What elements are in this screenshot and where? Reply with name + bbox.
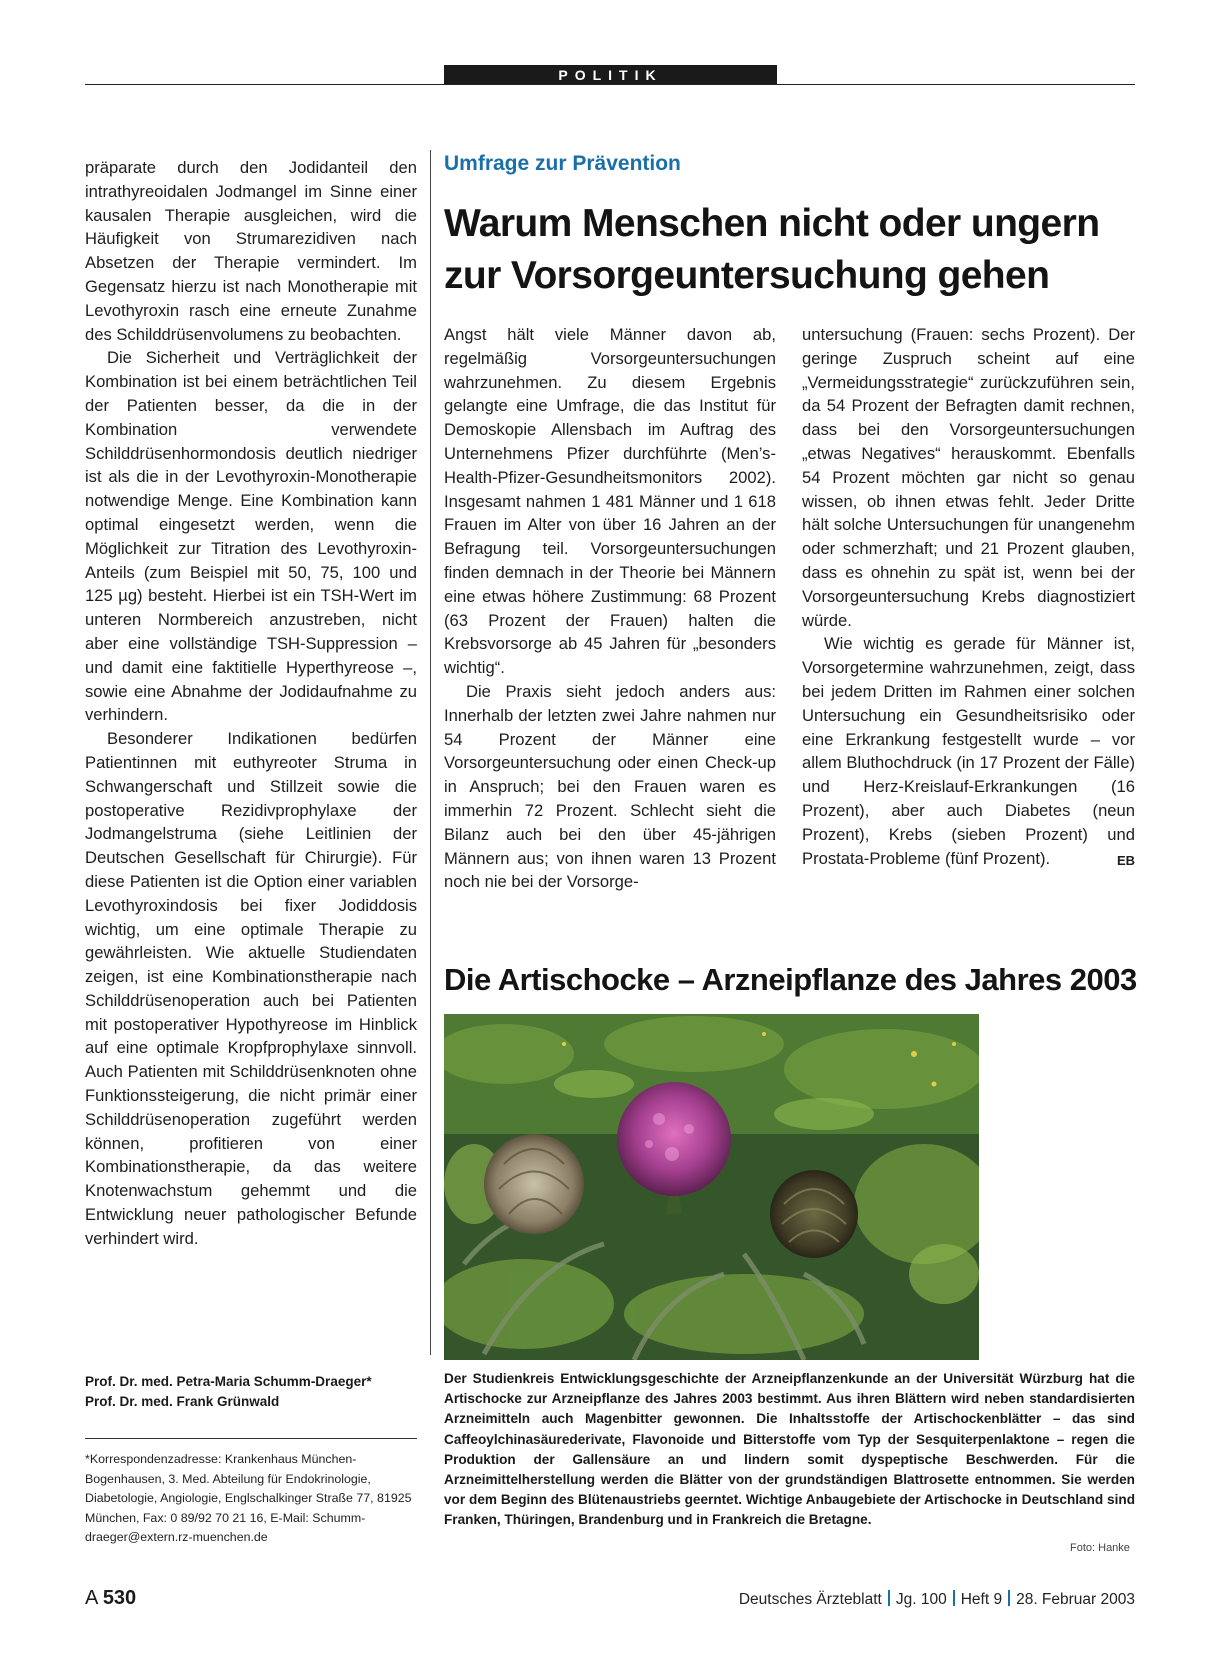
page-number-value: 530 bbox=[102, 1587, 137, 1609]
section-label: POLITIK bbox=[444, 65, 777, 85]
column-divider bbox=[430, 150, 431, 1355]
journal-date: 28. Februar 2003 bbox=[1016, 1591, 1135, 1608]
article2-headline: Die Artischocke – Arzneipflanze des Jahres 2003 bbox=[444, 962, 1137, 997]
article-paragraph: Angst hält viele Männer davon ab, regelmäßig Vorsorgeuntersuchungen wahrzunehmen. Zu diesem Ergebnis gelangte eine Umfrage, die das Institut für Demoskopie Allensbach im Auftrag des Unternehmens Pfizer durchführte (Men’s-Health-Pfizer-Gesundheitsmonitors 2002). Insgesamt nahmen 1 481 Männer und 1 618 Frauen im Alter von über 16 Jahren an der Befragung teil. Vorsorgeuntersuchungen finden demnach in der Theorie bei Männern eine etwas höhere Zustimmung: 68 Prozent (63 Prozent der Frauen) halten die Krebsvorsorge ab 45 Jahren für „besonders wichtig“. bbox=[444, 325, 776, 678]
header-rule bbox=[85, 84, 1135, 85]
article-column-2 bbox=[802, 323, 1135, 872]
author-name: Prof. Dr. med. Frank Grünwald bbox=[85, 1394, 280, 1409]
page-prefix: A bbox=[85, 1587, 98, 1609]
photo-caption: Der Studienkreis Entwicklungsgeschichte der Arzneipflanzenkunde an der Universität Würzburg hat die Artischocke zur Arzneipflanze des Jahres 2003 bestimmt. Aus ihren Blättern wird neben standardisierten Arzneimitteln auch Magenbitter gewonnen. Die Inhaltsstoffe der Artischockenblätter – das sind Caffeoylchinasäurederivate, Flavonoide und Bitterstoffe vom Typ der Sesquiterpenlaktone – regen die Produktion der Gallensäure an und lindern somit dyspeptische Beschwerden. Für die Arzneimittelherstellung werden die Blätter von der grundständigen Blattrosette entnommen. Sie werden vor dem Beginn des Blütenaustriebs geerntet. Wichtige Anbaugebiete der Artischocke in Deutschland sind Franken, Thüringen, Brandenburg und in Frankreich die Bretagne. bbox=[444, 1371, 1135, 1528]
footnote-rule bbox=[85, 1438, 417, 1439]
article-column-1 bbox=[444, 323, 776, 894]
article-paragraph: Die Praxis sieht jedoch anders aus: Innerhalb der letzten zwei Jahre nahmen nur 54 Prozent der Männer eine Vorsorgeuntersuchung oder einen Check-up in Anspruch; bei den Frauen waren es immerhin 72 Prozent. Schlecht sieht die Bilanz auch bei den über 45-jährigen Männern aus; von ihnen waren 13 Prozent noch nie bei der Vorsorge- bbox=[444, 681, 776, 892]
left-column bbox=[85, 156, 417, 1251]
author-signature: EB bbox=[1116, 852, 1135, 868]
author-block bbox=[85, 1372, 425, 1412]
journal-issue: Heft 9 bbox=[960, 1591, 1003, 1608]
footer-separator bbox=[953, 1590, 955, 1606]
correspondence-footnote: *Korrespondenzadresse: Krankenhaus München-Bogenhausen, 3. Med. Abteilung für Endokrinologie, Diabetologie, Angiologie, Englschalkinger Straße 77, 81925 München, Fax: 0 89/92 70 21 16, E-Mail: Schumm-draeger@extern.rz-muenchen.de bbox=[85, 1452, 412, 1544]
author-name: Prof. Dr. med. Petra-Maria Schumm-Draeger* bbox=[85, 1374, 372, 1389]
left-paragraph: Besonderer Indikationen bedürfen Patientinnen mit euthyreoter Struma in Schwangerschaft und Stillzeit sowie die postoperative Rezidivprophylaxe der Jodmangelstruma (siehe Leitlinien der Deutschen Gesellschaft für Chirurgie). Für diese Patienten ist die Option einer variablen Levothyroxindosis bei fixer Jodiddosis wichtig, um eine optimale Therapie zu gewährleisten. Wie aktuelle Studiendaten zeigen, ist eine Kombinationstherapie nach Schilddrüsenoperation auch bei Patienten mit postoperativer Hypothyreose im Hinblick auf eine optimale Kropfprophylaxe sinnvoll. Auch Patienten mit Schilddrüsenknoten ohne Funktionssteigerung, die nicht primär einer Schilddrüsenoperation zugeführt werden können, profitieren von einer Kombinationstherapie, da das weitere Knotenwachstum gehemmt und die Entwicklung neuer pathologischer Befunde verhindert wird. bbox=[85, 729, 417, 1248]
page-number bbox=[85, 1587, 136, 1610]
journal-footer bbox=[739, 1590, 1135, 1609]
left-paragraph: Die Sicherheit und Verträglichkeit der Kombination ist bei einem beträchtlichen Teil der Patienten besser, da die in der Kombination verwendete Schilddrüsenhormondosis deutlich niedriger ist als die in der Levothyroxin-Monotherapie notwendige Menge. Eine Kombination kann optimal eingesetzt werden, wenn die Möglichkeit zur Titration des Levothyroxin-Anteils (zum Beispiel mit 50, 75, 100 und 125 µg) besteht. Hierbei ist ein TSH-Wert im unteren Normbereich anzustreben, nicht aber eine vollständige TSH-Suppression – und damit eine faktitielle Hyperthyreose –, sowie eine Abnahme der Jodidaufnahme zu verhindern. bbox=[85, 348, 417, 725]
article-paragraph bbox=[802, 632, 1135, 870]
footer-separator bbox=[1008, 1590, 1010, 1606]
article-paragraph-text: Wie wichtig es gerade für Männer ist, Vorsorgetermine wahrzunehmen, zeigt, dass bei jedem Dritten im Rahmen einer solchen Untersuchung ein Gesundheitsrisiko oder eine Erkrankung festgestellt wurde – vor allem Bluthochdruck (in 17 Prozent der Fälle) und Herz-Kreislauf-Erkrankungen (16 Prozent), aber auch Diabetes (neun Prozent), Krebs (sieben Prozent) und Prostata-Probleme (fünf Prozent). bbox=[802, 634, 1135, 868]
journal-name: Deutsches Ärzteblatt bbox=[738, 1591, 882, 1608]
left-paragraph: präparate durch den Jodidanteil den intrathyreoidalen Jodmangel im Sinne einer kausalen Therapie ausgleichen, wird die Häufigkeit von Strumarezidiven nach Absetzen der Therapie vermindert. Im Gegensatz hierzu ist nach Monotherapie mit Levothyroxin rasch eine erneute Zunahme des Schilddrüsenvolumens zu beobachten. bbox=[85, 158, 417, 344]
article-paragraph: untersuchung (Frauen: sechs Prozent). Der geringe Zuspruch scheint auf eine „Vermeidungsstrategie“ zurückzuführen sein, da 54 Prozent der Befragten damit rechnen, dass bei den Vorsorgeuntersuchungen „etwas Negatives“ herauskommt. Ebenfalls 54 Prozent möchten gar nicht so genau wissen, ob ihnen etwas fehlt. Jeder Dritte hält solche Untersuchungen für unangenehm oder schmerzhaft; und 21 Prozent glauben, dass es ohnehin zu spät ist, wenn bei der Vorsorgeuntersuchung Krebs diagnostiziert würde. bbox=[802, 325, 1135, 630]
artichoke-photo bbox=[444, 1014, 979, 1360]
journal-volume: Jg. 100 bbox=[895, 1591, 947, 1608]
photo-credit: Foto: Hanke bbox=[1070, 1542, 1130, 1554]
footer-separator bbox=[888, 1590, 890, 1606]
article-headline: Warum Menschen nicht oder ungern zur Vorsorgeuntersuchung gehen bbox=[444, 202, 1100, 297]
article-kicker: Umfrage zur Prävention bbox=[444, 152, 681, 175]
